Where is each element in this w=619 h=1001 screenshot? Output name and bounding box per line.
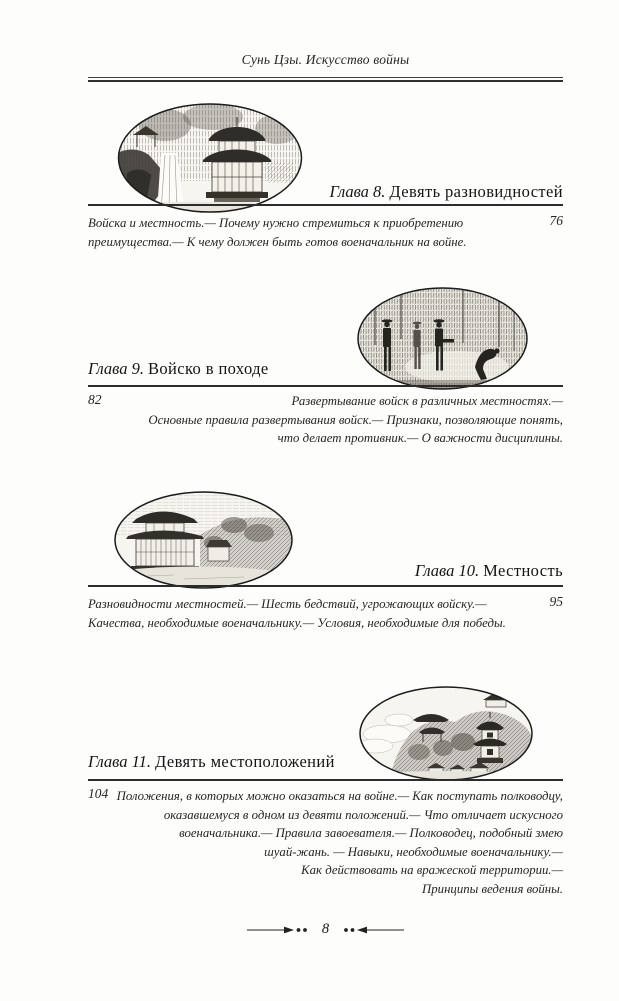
chapter-9-label: Глава 9. xyxy=(88,359,144,378)
annotation-line: Принципы ведения войны. xyxy=(422,881,563,896)
footer-ornament-left arrow-dots-rule-icon xyxy=(247,925,309,935)
chapter-11-title: Девять местоположений xyxy=(154,752,335,771)
chapter-9-heading xyxy=(88,359,563,379)
chapter-8-page-number: 76 xyxy=(549,213,563,228)
chapter-9-page-number: 82 xyxy=(88,392,102,407)
running-title: Сунь Цзы. Искусство войны xyxy=(241,52,410,67)
annotation-line: оказавшемуся в одном из девяти положений.— Что отличает искусного xyxy=(163,807,563,822)
chapter-8-label: Глава 8. xyxy=(329,182,386,201)
annotation-line: что делает противник.— О важности дисциплины. xyxy=(277,431,563,446)
annotation-line: Войска и местность.— Почему нужно стремиться к приобретению xyxy=(88,216,464,230)
chapter-11-page-number: 104 xyxy=(88,786,109,801)
chapter-10-page-number: 95 xyxy=(549,594,563,609)
annotation-line: шуай-жань. — Навыки, необходимые военачальнику.— xyxy=(264,844,563,859)
chapter-10-label: Глава 10. xyxy=(414,561,480,580)
footer-page-number: 8 xyxy=(321,921,330,937)
annotation-line: Положения, в которых можно оказаться на войне.— Как поступать полководцу, xyxy=(116,789,563,803)
footer-ornament-right arrow-dots-rule-icon xyxy=(342,925,404,935)
annotation-line: Качества, необходимые военачальнику.— Условия, необходимые для победы. xyxy=(88,615,506,630)
chapter-9-title: Войско в походе xyxy=(147,359,269,378)
header-double-rule xyxy=(88,77,563,82)
chapter-11-label: Глава 11. xyxy=(88,752,151,771)
page-footer xyxy=(88,921,563,938)
chapter-10-heading xyxy=(88,561,563,581)
chapter-11-heading xyxy=(88,752,563,772)
chapter-10-rule xyxy=(88,585,563,587)
chapter-11-rule xyxy=(88,779,563,781)
chapter-11-annotation xyxy=(88,787,563,899)
annotation-line: преимущества.— К чему должен быть готов военачальник на войне. xyxy=(88,234,467,249)
chapter-9-annotation xyxy=(88,392,563,448)
chapter-8-title: Девять разновидностей xyxy=(389,182,563,201)
chapter-10-title: Местность xyxy=(483,561,563,580)
chapter-9-rule xyxy=(88,385,563,387)
annotation-line: Разновидности местностей.— Шесть бедствий, угрожающих войску.— xyxy=(88,597,487,611)
annotation-line: Основные правила развертывания войск.— Признаки, позволяющие понять, xyxy=(148,412,563,427)
chapter-8-heading xyxy=(88,182,563,202)
chapter-8-rule xyxy=(88,204,563,206)
annotation-line: военачальника.— Правила завоевателя.— Полководец, подобный змею xyxy=(179,826,563,841)
annotation-line: Как действовать на вражеской территории.— xyxy=(301,863,563,878)
annotation-line: Развертывание войск в различных местностях.— xyxy=(291,394,563,408)
